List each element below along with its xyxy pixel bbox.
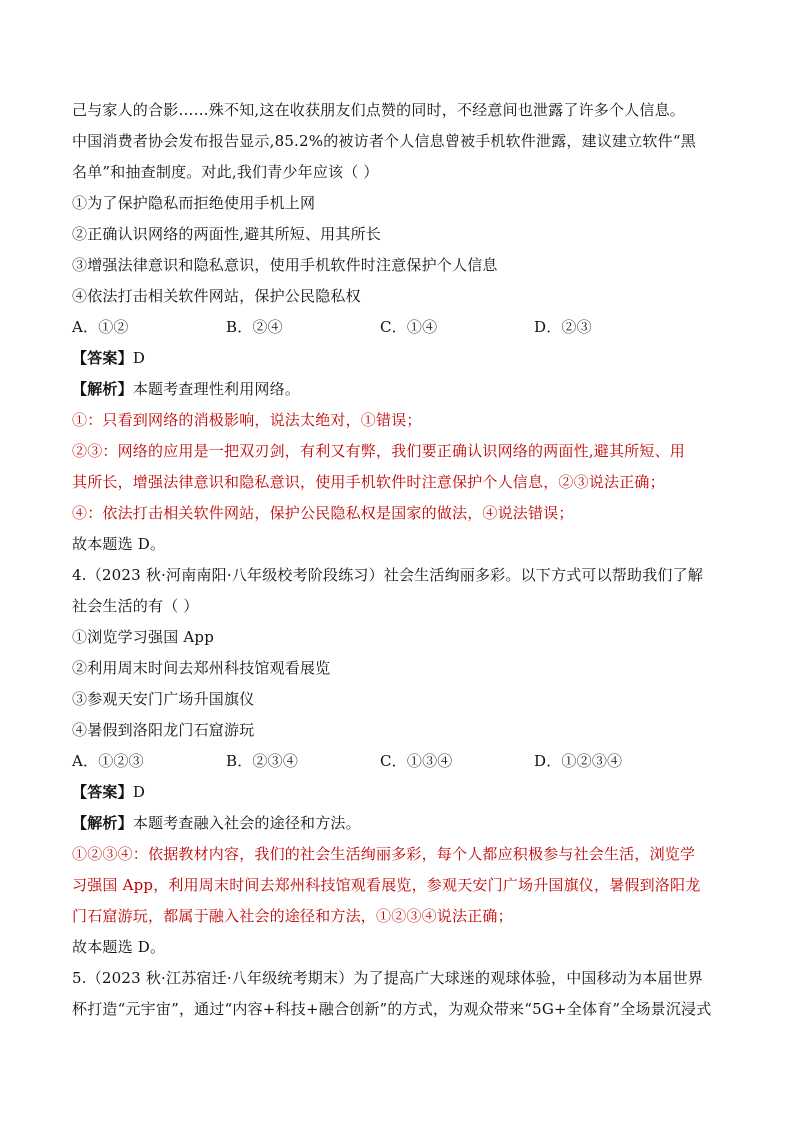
option-c: C．①③④: [380, 752, 453, 770]
analysis-detail: 习强国 App，利用周末时间去郑州科技馆观看展览，参观天安门广场升国旗仪，暑假到洛阳龙: [72, 876, 701, 894]
analysis-text: 本题考查理性利用网络。: [132, 380, 301, 398]
question-stem-line: 中国消费者协会发布报告显示,85.2%的被访者个人信息曾被手机软件泄露，建议建立软件“黑: [72, 132, 696, 150]
answer-line: [72, 343, 724, 374]
analysis-detail: ②③：网络的应用是一把双刃剑，有利又有弊，我们要正确认识网络的两面性,避其所短、用: [72, 442, 685, 460]
question-stem-line: 4.（2023 秋·河南南阳·八年级校考阶段练习）社会生活绚丽多彩。以下方式可以帮助我们了解: [72, 566, 703, 584]
question-stem-line: 杯打造“元宇宙”，通过“内容+科技+融合创新”的方式，为观众带来“5G+全体育”全场景沉浸式: [72, 1000, 712, 1018]
conclusion: 故本题选 D。: [72, 535, 166, 553]
answer-value: D: [132, 783, 146, 801]
analysis-line: [72, 374, 724, 405]
option-b: B．②④: [226, 318, 283, 336]
option-d: D．②③: [534, 318, 592, 336]
analysis-label: 【解析】: [72, 814, 133, 832]
question-5: [72, 963, 724, 1025]
answer-value: D: [132, 349, 146, 367]
option-c: C．①④: [380, 318, 438, 336]
statement-item: ③增强法律意识和隐私意识，使用手机软件时注意保护个人信息: [72, 256, 498, 274]
analysis-detail: ④：依法打击相关软件网站，保护公民隐私权是国家的做法，④说法错误；: [72, 504, 574, 522]
conclusion: 故本题选 D。: [72, 938, 166, 956]
analysis-detail: ①②③④：依据教材内容，我们的社会生活绚丽多彩，每个人都应积极参与社会生活，浏览学: [72, 845, 696, 863]
answer-label: 【答案】: [72, 349, 133, 367]
question-stem-line: 名单”和抽查制度。对此,我们青少年应该（ ）: [72, 163, 379, 181]
question-3: [72, 95, 724, 560]
question-stem-line: 社会生活的有（ ）: [72, 597, 199, 615]
option-b: B．②③④: [226, 752, 299, 770]
question-stem-line: 己与家人的合影……殊不知,这在收获朋友们点赞的同时，不经意间也泄露了许多个人信息。: [72, 101, 685, 119]
document-page: [72, 95, 724, 1025]
analysis-detail: 其所长，增强法律意识和隐私意识，使用手机软件时注意保护个人信息，②③说法正确；: [72, 473, 665, 491]
statement-item: ③参观天安门广场升国旗仪: [72, 690, 255, 708]
answer-line: [72, 777, 724, 808]
option-a: A．①②: [72, 318, 129, 336]
analysis-detail: 门石窟游玩，都属于融入社会的途径和方法，①②③④说法正确；: [72, 907, 513, 925]
analysis-label: 【解析】: [72, 380, 133, 398]
question-4: [72, 560, 724, 963]
statement-item: ②利用周末时间去郑州科技馆观看展览: [72, 659, 331, 677]
statement-item: ④依法打击相关软件网站，保护公民隐私权: [72, 287, 361, 305]
statement-item: ①浏览学习强国 App: [72, 628, 215, 646]
analysis-line: [72, 808, 724, 839]
analysis-detail: ①：只看到网络的消极影响，说法太绝对，①错误；: [72, 411, 422, 429]
option-d: D．①②③④: [534, 752, 623, 770]
statement-item: ①为了保护隐私而拒绝使用手机上网: [72, 194, 316, 212]
answer-label: 【答案】: [72, 783, 133, 801]
statement-item: ②正确认识网络的两面性,避其所短、用其所长: [72, 225, 381, 243]
statement-item: ④暑假到洛阳龙门石窟游玩: [72, 721, 255, 739]
analysis-text: 本题考查融入社会的途径和方法。: [132, 814, 361, 832]
option-a: A．①②③: [72, 752, 144, 770]
answer-options: [72, 312, 724, 343]
question-stem-line: 5.（2023 秋·江苏宿迁·八年级统考期末）为了提高广大球迷的观球体验，中国移动为本届世界: [72, 969, 703, 987]
answer-options: [72, 746, 724, 777]
